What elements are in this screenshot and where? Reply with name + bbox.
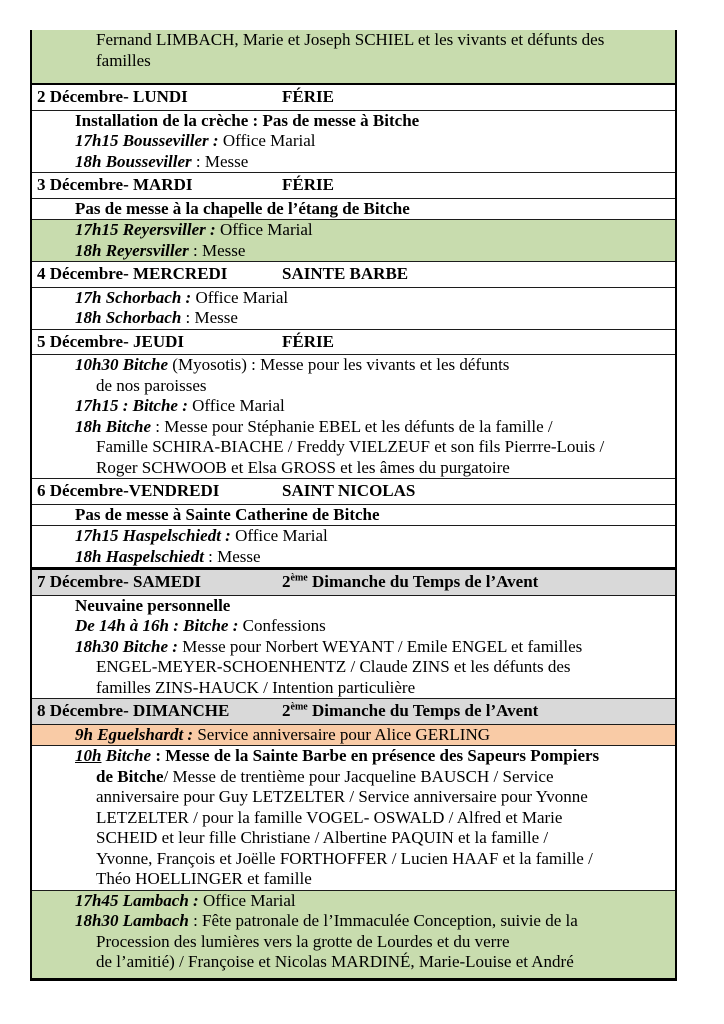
text-segment: Office Marial <box>198 890 296 910</box>
text-segment: Messe pour Norbert WEYANT / Emile ENGEL et familles <box>177 636 583 656</box>
schedule-line <box>32 869 675 890</box>
text-segment: 17h45 Lambach : <box>75 890 199 910</box>
schedule-line <box>32 355 675 376</box>
mass-schedule-table <box>30 30 677 981</box>
day-header-row <box>32 329 675 356</box>
feast-text-segment: Dimanche du Temps de l’Avent <box>307 701 539 720</box>
text-segment: 17h15 Reyersviller : <box>75 220 216 239</box>
text-segment: 18h Schorbach <box>75 308 182 327</box>
text-segment: Confessions <box>238 616 326 635</box>
text-segment: de l’amitié) / Françoise et Nicolas MARDINÉ, Marie-Louise et André <box>96 952 574 971</box>
schedule-line <box>32 152 675 173</box>
schedule-line <box>32 376 675 397</box>
schedule-line <box>32 30 675 51</box>
day-date-label: 2 Décembre- LUNDI <box>37 87 188 106</box>
text-segment: : Messe <box>181 308 238 327</box>
row-spacer <box>32 973 675 978</box>
text-segment: : Messe pour Stéphanie EBEL et les défunts de la famille / <box>151 416 553 436</box>
text-segment: 18h30 Bitche : <box>75 636 178 656</box>
text-segment: 18h Haspelschiedt <box>75 546 204 566</box>
schedule-line <box>32 911 675 932</box>
text-segment: : Messe <box>191 151 249 171</box>
text-segment: (Myosotis) : Messe pour les vivants et les défunts <box>168 355 510 374</box>
text-segment: familles <box>96 50 151 70</box>
text-segment: Office Marial <box>218 131 316 150</box>
text-segment: Office Marial <box>230 526 328 545</box>
schedule-line <box>32 396 675 417</box>
schedule-line <box>32 890 675 912</box>
text-segment: de Bitche <box>96 766 164 786</box>
feast-text-segment: Dimanche du Temps de l’Avent <box>307 572 539 591</box>
schedule-line <box>32 725 675 746</box>
text-segment: Service anniversaire pour Alice GERLING <box>193 724 491 744</box>
day-feast-label <box>282 481 415 502</box>
schedule-line <box>32 678 675 699</box>
text-segment: Office Marial <box>215 220 313 239</box>
schedule-line <box>32 288 675 309</box>
text-segment: Yvonne, François et Joëlle FORTHOFFER / Lucien HAAF et la famille / <box>96 848 593 868</box>
day-header-row <box>32 698 675 725</box>
schedule-line <box>32 308 675 329</box>
day-date-label: 3 Décembre- MARDI <box>37 175 193 194</box>
day-header-row <box>32 567 675 596</box>
text-segment: SCHEID et leur fille Christiane / Albertine PAQUIN et la famille / <box>96 828 549 847</box>
day-date-label: 4 Décembre- MERCREDI <box>37 264 228 283</box>
feast-text-segment: SAINT NICOLAS <box>282 481 416 500</box>
schedule-line <box>32 952 675 973</box>
schedule-line <box>32 241 675 262</box>
text-segment: 18h Bitche <box>75 416 152 436</box>
text-segment: de nos paroisses <box>96 375 207 395</box>
schedule-line <box>32 437 675 458</box>
feast-text-segment: 2 <box>282 572 291 591</box>
schedule-line <box>32 932 675 953</box>
schedule-line <box>32 849 675 870</box>
day-date-label: 7 Décembre- SAMEDI <box>37 572 201 591</box>
text-segment: Pas de messe à Sainte Catherine de Bitche <box>75 504 380 524</box>
day-date-label: 5 Décembre- JEUDI <box>37 331 184 351</box>
text-segment: 9h Eguelshardt : <box>75 724 194 744</box>
text-segment: Théo HOELLINGER et famille <box>96 869 312 888</box>
day-header-row <box>32 478 675 505</box>
schedule-line <box>32 657 675 678</box>
schedule-line <box>32 458 675 479</box>
schedule-line <box>32 787 675 808</box>
schedule-line <box>32 219 675 241</box>
schedule-line <box>32 547 675 568</box>
text-segment: Bitche <box>101 746 152 765</box>
schedule-line <box>32 131 675 152</box>
text-segment: ENGEL-MEYER-SCHOENHENTZ / Claude ZINS et les défunts des <box>96 657 571 676</box>
text-segment: 18h30 Lambach <box>75 911 189 930</box>
schedule-line <box>32 525 675 547</box>
text-segment: Fernand LIMBACH, Marie et Joseph SCHIEL et les vivants et défunts des <box>96 30 605 49</box>
schedule-line <box>32 616 675 637</box>
schedule-line <box>32 637 675 658</box>
text-segment: 10h <box>75 746 102 765</box>
text-segment: Roger SCHWOOB et Elsa GROSS et les âmes du purgatoire <box>96 457 510 477</box>
day-header-row <box>32 172 675 199</box>
day-feast-label <box>282 572 538 593</box>
row-spacer <box>32 71 675 83</box>
text-segment: 17h15 : Bitche : <box>75 396 188 415</box>
text-segment: 18h Reyersviller <box>75 240 189 260</box>
feast-text-segment: SAINTE BARBE <box>282 264 409 283</box>
schedule-line <box>32 199 675 220</box>
text-segment: Installation de la crèche : Pas de messe à Bitche <box>75 110 420 130</box>
schedule-line <box>32 596 675 617</box>
day-feast-label <box>282 701 538 722</box>
feast-text-segment: FÉRIE <box>282 331 334 351</box>
schedule-line <box>32 111 675 132</box>
day-feast-label <box>282 87 334 108</box>
schedule-line <box>32 767 675 788</box>
text-segment: 17h15 Haspelschiedt : <box>75 526 231 545</box>
text-segment: De 14h à 16h : Bitche : <box>75 616 239 635</box>
text-segment: Pas de messe à la chapelle de l’étang de Bitche <box>75 198 410 218</box>
feast-text-segment: FÉRIE <box>282 87 334 106</box>
text-segment: : Messe de la Sainte Barbe en présence des Sapeurs Pompiers <box>151 746 600 765</box>
feast-text-segment: ème <box>290 701 308 713</box>
text-segment: / Messe de trentième pour Jacqueline BAUSCH / Service <box>163 766 554 786</box>
schedule-line <box>32 505 675 526</box>
day-feast-label <box>282 175 334 196</box>
day-feast-label <box>282 332 334 353</box>
feast-text-segment: 2 <box>282 701 291 720</box>
text-segment: Procession des lumières vers la grotte de Lourdes et du verre <box>96 931 510 951</box>
text-segment: Office Marial <box>187 396 285 415</box>
schedule-line <box>32 51 675 72</box>
text-segment: 17h Schorbach : <box>75 287 192 307</box>
text-segment: 18h Bousseviller <box>75 151 192 171</box>
text-segment: LETZELTER / pour la famille VOGEL- OSWALD / Alfred et Marie <box>96 807 563 827</box>
text-segment: 10h30 Bitche <box>75 355 169 374</box>
feast-text-segment: FÉRIE <box>282 175 334 194</box>
text-segment: Famille SCHIRA-BIACHE / Freddy VIELZEUF et son fils Pierrre-Louis / <box>96 437 605 456</box>
day-date-label: 8 Décembre- DIMANCHE <box>37 701 230 720</box>
text-segment: Neuvaine personnelle <box>75 595 231 615</box>
feast-text-segment: ème <box>290 572 308 584</box>
text-segment: familles ZINS-HAUCK / Intention particulière <box>96 677 416 697</box>
text-segment: : Fête patronale de l’Immaculée Conception, suivie de la <box>188 911 578 930</box>
schedule-line <box>32 417 675 438</box>
schedule-line <box>32 828 675 849</box>
text-segment: : Messe <box>188 240 246 260</box>
text-segment: anniversaire pour Guy LETZELTER / Service anniversaire pour Yvonne <box>96 787 588 806</box>
day-header-row <box>32 83 675 111</box>
text-segment: 17h15 Bousseviller : <box>75 131 219 150</box>
schedule-line <box>32 808 675 829</box>
day-date-label: 6 Décembre-VENDREDI <box>37 481 220 500</box>
day-header-row <box>32 261 675 288</box>
text-segment: : Messe <box>203 546 261 566</box>
text-segment: Office Marial <box>191 287 289 307</box>
day-feast-label <box>282 264 408 285</box>
schedule-line <box>32 745 675 767</box>
